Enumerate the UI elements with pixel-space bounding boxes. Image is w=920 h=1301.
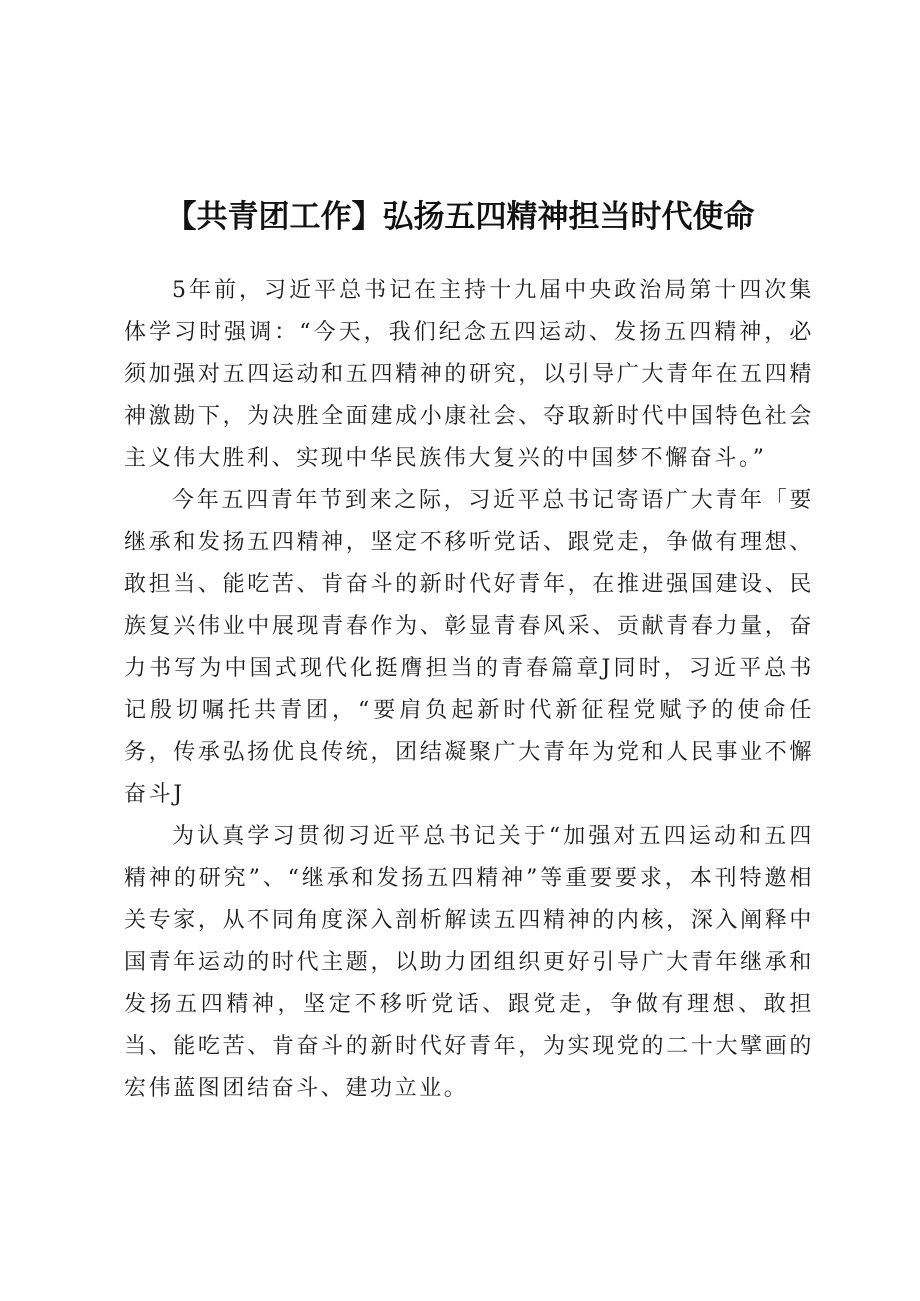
document-body [124,270,814,1110]
paragraph-3: 为认真学习贯彻习近平总书记关于“加强对五四运动和五四精神的研究”、“继承和发扬五四精神”等重要要求，本刊特邀相关专家，从不同角度深入剖析解读五四精神的内核，深入阐释中国青年运动的时代主题，以助力团组织更好引导广大青年继承和发扬五四精神，坚定不移听党话、跟党走，争做有理想、敢担当、能吃苦、肯奋斗的新时代好青年，为实现党的二十大擘画的宏伟蓝图团结奋斗、建功立业。 [124,824,814,1101]
paragraph-2: 今年五四青年节到来之际，习近平总书记寄语广大青年「要继承和发扬五四精神，坚定不移听党话、跟党走，争做有理想、敢担当、能吃苦、肯奋斗的新时代好青年，在推进强国建设、民族复兴伟业中展现青春作为、彰显青春风采、贡献青春力量，奋力书写为中国式现代化挺膺担当的青春篇章J同时，习近平总书记殷切嘱托共青团，“要肩负起新时代新征程党赋予的使命任务，传承弘扬优良传统，团结凝聚广大青年为党和人民事业不懈奋斗J [124,488,814,807]
document-title: 【共青团工作】弘扬五四精神担当时代使命 [165,198,755,235]
paragraph-1: 5年前，习近平总书记在主持十九届中央政治局第十四次集体学习时强调：“今天，我们纪念五四运动、发扬五四精神，必须加强对五四运动和五四精神的研究，以引导广大青年在五四精神激勘下，为决胜全面建成小康社会、夺取新时代中国特色社会主义伟大胜利、实现中华民族伟大复兴的中国梦不懈奋斗。” [124,278,814,471]
